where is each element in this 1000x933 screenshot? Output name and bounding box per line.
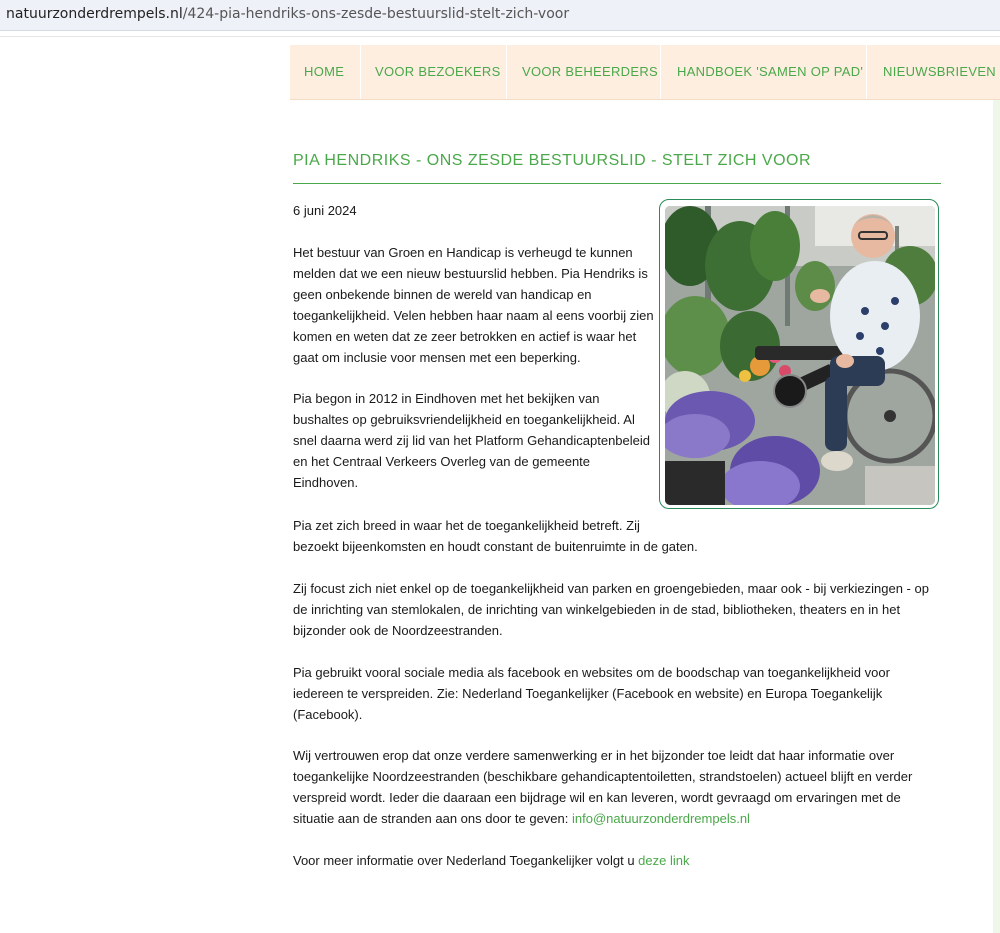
page-side-strip bbox=[993, 100, 1000, 933]
paragraph-2 bbox=[293, 388, 650, 493]
text-line: Pia gebruikt vooral sociale media als facebook en websites om de boodschap van toegankelijkheid voor bbox=[293, 665, 890, 680]
text-line: melden dat we een nieuw bestuurslid hebben. Pia Hendriks is bbox=[293, 266, 648, 281]
url-text[interactable] bbox=[6, 6, 569, 22]
paragraph-1 bbox=[293, 242, 654, 368]
text-line: bezoekt bijeenkomsten en houdt constant de buitenruimte in de gaten. bbox=[293, 539, 698, 554]
article-title: PIA HENDRIKS - ONS ZESDE BESTUURSLID - STELT ZICH VOOR bbox=[293, 152, 812, 169]
text-line: Het bestuur van Groen en Handicap is verheugd te kunnen bbox=[293, 245, 633, 260]
text-line: toegankelijke Noordzeestranden (beschikbare gehandicaptentoiletten, strandstoelen) actueel blijft en verder bbox=[293, 769, 913, 784]
paragraph-3 bbox=[293, 515, 698, 557]
nav-separator bbox=[866, 45, 867, 99]
text-line: toegankelijkheid. Velen hebben haar naam al eens voorbij zien bbox=[293, 308, 654, 323]
email-link[interactable]: info@natuurzonderdrempels.nl bbox=[571, 811, 750, 826]
paragraph-6 bbox=[293, 745, 912, 829]
nav-separator bbox=[506, 45, 507, 99]
article-date: 6 juni 2024 bbox=[293, 203, 357, 218]
text-line: bushaltes op gebruiksvriendelijkheid en toegankelijkheid. Al bbox=[293, 412, 635, 427]
nav-item-home[interactable]: HOME bbox=[304, 64, 345, 79]
text-line: geen onbekende binnen de wereld van handicap en bbox=[293, 287, 592, 302]
paragraph-4 bbox=[293, 578, 929, 641]
paragraph-7 bbox=[293, 850, 689, 871]
nav-separator bbox=[660, 45, 661, 99]
text-line: Pia zet zich breed in waar het de toegankelijkheid betreft. Zij bbox=[293, 518, 640, 533]
text-line: snel daarna werd zij lid van het Platform Gehandicaptenbeleid bbox=[293, 433, 650, 448]
more-info-link[interactable]: deze link bbox=[638, 853, 690, 868]
text-line: Pia begon in 2012 in Eindhoven met het bekijken van bbox=[293, 391, 600, 406]
text-line: (Facebook). bbox=[293, 707, 363, 722]
text-line: bijzonder ook de Noordzeestranden. bbox=[293, 623, 503, 638]
nav-item-handboek[interactable]: HANDBOEK 'SAMEN OP PAD' bbox=[677, 64, 864, 79]
browser-address-bar[interactable] bbox=[0, 0, 1000, 31]
url-domain: natuurzonderdrempels.nl bbox=[6, 6, 183, 22]
nav-item-nieuwsbrieven[interactable]: NIEUWSBRIEVEN bbox=[883, 64, 996, 79]
text-line: en het Centraal Verkeers Overleg van de gemeente bbox=[293, 454, 591, 469]
main-navigation bbox=[290, 45, 1000, 100]
text-line: Zij focust zich niet enkel op de toegankelijkheid van parken en groengebieden, maar ook - bij verkiezingen - op bbox=[293, 581, 929, 596]
nav-item-voor-bezoekers[interactable]: VOOR BEZOEKERS bbox=[375, 64, 501, 79]
nav-item-voor-beheerders[interactable]: VOOR BEHEERDERS bbox=[522, 64, 658, 79]
photo-illustration bbox=[665, 206, 935, 505]
text-line: Eindhoven. bbox=[293, 475, 359, 490]
browser-divider bbox=[0, 36, 1000, 37]
text-line: iedereen te verspreiden. Zie: Nederland Toegankelijker (Facebook en website) en Europa Toegankelijk bbox=[293, 686, 883, 701]
paragraph-5 bbox=[293, 662, 890, 725]
text-segment: situatie aan de stranden aan ons door te geven: bbox=[293, 811, 572, 826]
text-segment: Voor meer informatie over Nederland Toegankelijker volgt u bbox=[293, 853, 639, 868]
text-line: Wij vertrouwen erop dat onze verdere samenwerking er in het bijzonder toe leidt dat haar informatie over bbox=[293, 748, 895, 763]
text-line: verspreid wordt. Ieder die daaraan een bijdrage wil en kan leveren, wordt gevraagd om ervaringen met de bbox=[293, 790, 901, 805]
article-photo bbox=[665, 206, 935, 505]
nav-separator bbox=[360, 45, 361, 99]
url-path: /424-pia-hendriks-ons-zesde-bestuurslid-stelt-zich-voor bbox=[182, 6, 570, 22]
text-line: de inrichting van stemlokalen, de inrichting van winkelgebieden in de stad, bibliotheken, theaters en in het bbox=[293, 602, 901, 617]
title-divider bbox=[293, 183, 941, 184]
text-line: gaat om inclusie voor mensen met een beperking. bbox=[293, 350, 581, 365]
text-line bbox=[293, 808, 912, 829]
text-line: komen en weten dat ze zeer betrokken en actief is waar het bbox=[293, 329, 637, 344]
